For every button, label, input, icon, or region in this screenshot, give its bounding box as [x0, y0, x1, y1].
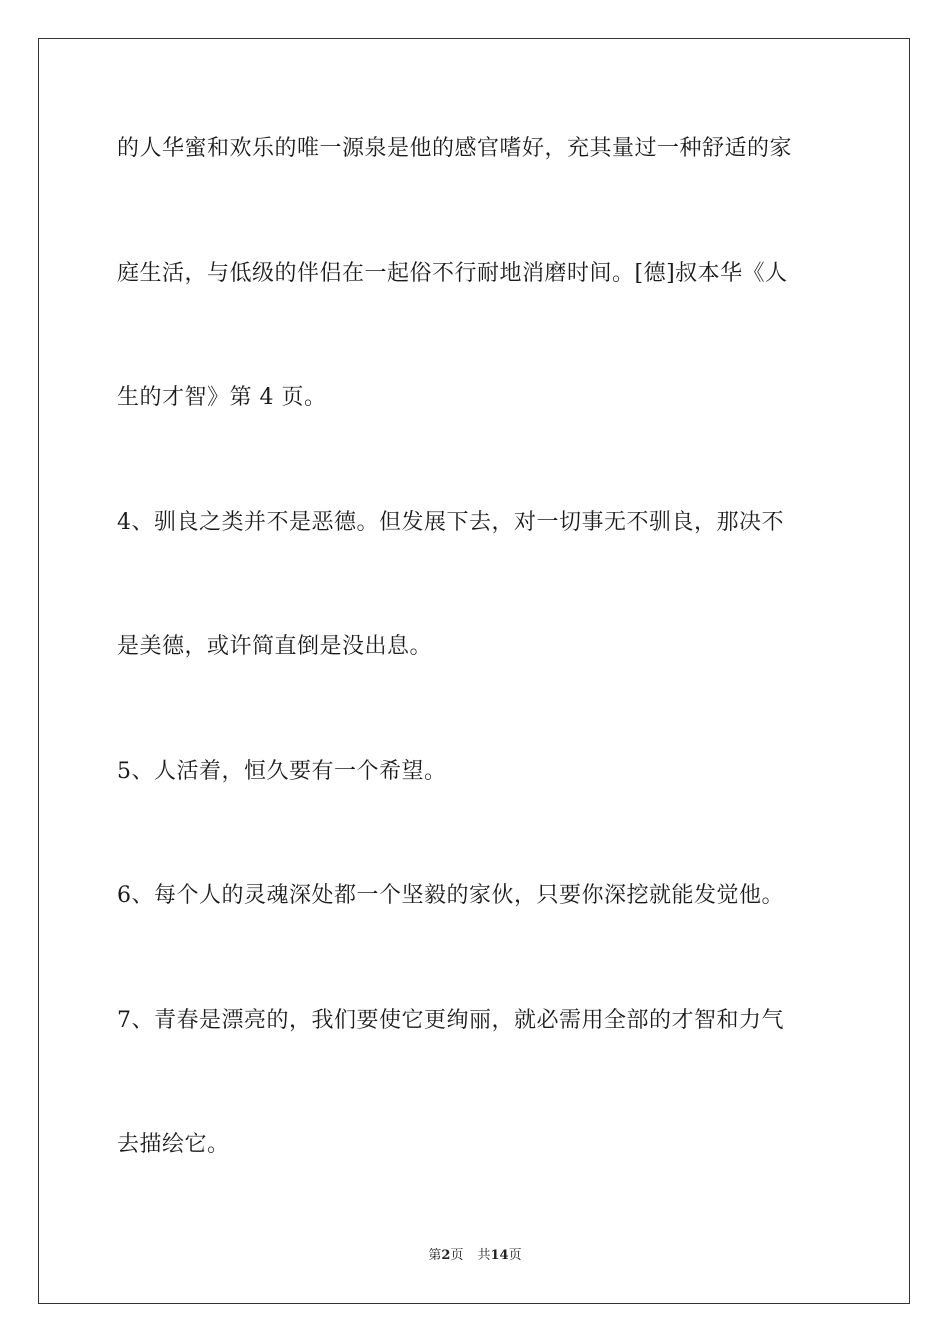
- page-suffix: 页: [450, 1248, 464, 1263]
- total-suffix: 页: [508, 1248, 522, 1263]
- text-line: 生的才智》第 4 页。: [117, 385, 327, 410]
- text-line: 去描绘它。: [117, 1132, 230, 1157]
- page-border: [38, 38, 910, 1304]
- text-line: 庭生活，与低级的伴侣在一起俗不行耐地消磨时间。[德]叔本华《人: [117, 261, 788, 286]
- page-number: 2: [441, 1248, 451, 1263]
- page-footer: [0, 1248, 950, 1264]
- text-line: 是美德，或许简直倒是没出息。: [117, 634, 433, 659]
- text-line: 5、人活着，恒久要有一个希望。: [117, 759, 447, 784]
- text-line: 7、青春是漂亮的，我们要使它更绚丽，就必需用全部的才智和力气: [117, 1008, 784, 1033]
- text-line: 的人华蜜和欢乐的唯一源泉是他的感官嗜好，充其量过一种舒适的家: [117, 136, 793, 161]
- total-pages: 14: [490, 1248, 509, 1263]
- text-line: 4、驯良之类并不是恶德。但发展下去，对一切事无不驯良，那决不: [117, 510, 784, 535]
- total-prefix: 共: [477, 1248, 491, 1263]
- page-prefix: 第: [428, 1248, 442, 1263]
- text-line: 6、每个人的灵魂深处都一个坚毅的家伙，只要你深挖就能发觉他。: [117, 883, 784, 908]
